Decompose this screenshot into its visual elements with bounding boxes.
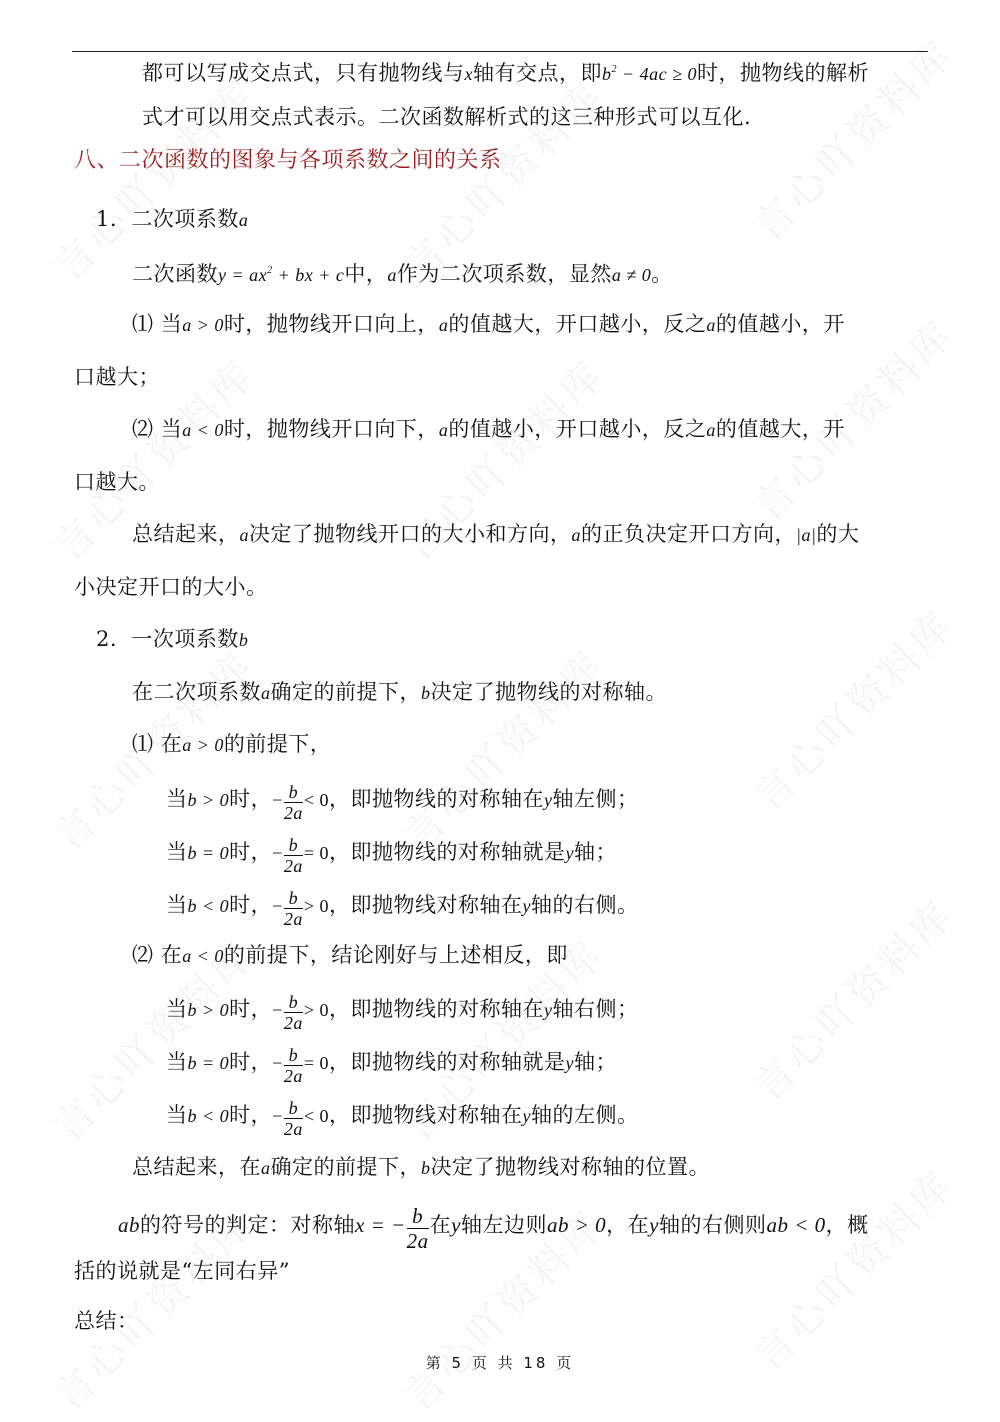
- subsection-1-title: 1. 二次项系数a: [96, 207, 249, 231]
- sub2-paragraph: 在二次项系数a确定的前提下，b决定了抛物线的对称轴。: [132, 680, 667, 704]
- case2-row: 当b > 0时，− $\frac{b}{2a}$ > 0，即抛物线的对称轴在y轴右侧；: [166, 992, 639, 1033]
- intro-line-1: 都可以写成交点式，只有抛物线与x轴有交点，即$b^2 - 4ac \ge 0$时，抛物线的解析: [142, 61, 870, 85]
- watermark: [389, 635, 616, 862]
- case1-row: 当b > 0时，− $\frac{b}{2a}$ < 0，即抛物线的对称轴在y轴左侧；: [166, 782, 639, 823]
- subsection-2-title: 2. 一次项系数b: [96, 627, 249, 651]
- intro-line-2: 式才可以用交点式表示。二次函数解析式的这三种形式可以互化.: [142, 105, 752, 129]
- conclusion-label: 总结：: [74, 1309, 139, 1333]
- discriminant-formula: $b^2 - 4ac \ge 0$: [602, 64, 698, 84]
- sub1-paragraph: 二次函数$y = ax^2$ + bx + c中，a作为二次项系数，显然a ≠ 0。: [132, 262, 673, 286]
- ab-sign-rule: ab的符号的判定：对称轴x = − $\frac{b}{2a}$ 在y轴左边则ab > 0，在y轴的右侧则ab < 0，概: [118, 1204, 869, 1253]
- sub1-item-2-cont: 口越大。: [74, 470, 160, 494]
- case1-row: 当b = 0时，− $\frac{b}{2a}$ = 0，即抛物线的对称轴就是y轴；: [166, 835, 617, 876]
- header-rule: [72, 51, 928, 52]
- case2-row: 当b = 0时，− $\frac{b}{2a}$ = 0，即抛物线的对称轴就是y轴；: [166, 1045, 617, 1086]
- sub2-case-1: ⑴ 在a > 0的前提下，: [132, 732, 332, 756]
- sub1-summary: 总结起来，a决定了抛物线开口的大小和方向，a的正负决定开口方向，|a|的大: [132, 522, 860, 546]
- watermark: [739, 1155, 966, 1382]
- section-heading: 八、二次函数的图象与各项系数之间的关系: [74, 148, 502, 173]
- case2-row: 当b < 0时，− $\frac{b}{2a}$ < 0，即抛物线对称轴在y轴的左侧。: [166, 1098, 639, 1139]
- watermark: [739, 595, 966, 822]
- ab-sign-rule-cont: 括的说就是“左同右异”: [74, 1259, 290, 1283]
- sub1-item-2: ⑵ 当a < 0时，抛物线开口向下，a的值越小，开口越小，反之a的值越大，开: [132, 417, 845, 441]
- case1-row: 当b < 0时，− $\frac{b}{2a}$ > 0，即抛物线对称轴在y轴的右侧。: [166, 888, 639, 929]
- sub2-summary: 总结起来，在a确定的前提下，b决定了抛物线对称轴的位置。: [132, 1155, 710, 1179]
- sub2-case-2: ⑵ 在a < 0的前提下，结论刚好与上述相反，即: [132, 943, 568, 967]
- sub1-summary-cont: 小决定开口的大小。: [74, 575, 268, 599]
- watermark: [739, 885, 966, 1112]
- sub1-item-1: ⑴ 当a > 0时，抛物线开口向上，a的值越大，开口越小，反之a的值越小，开: [132, 312, 845, 336]
- page-number: 第 5 页 共 18 页: [425, 1354, 575, 1372]
- sub1-item-1-cont: 口越大；: [74, 365, 160, 389]
